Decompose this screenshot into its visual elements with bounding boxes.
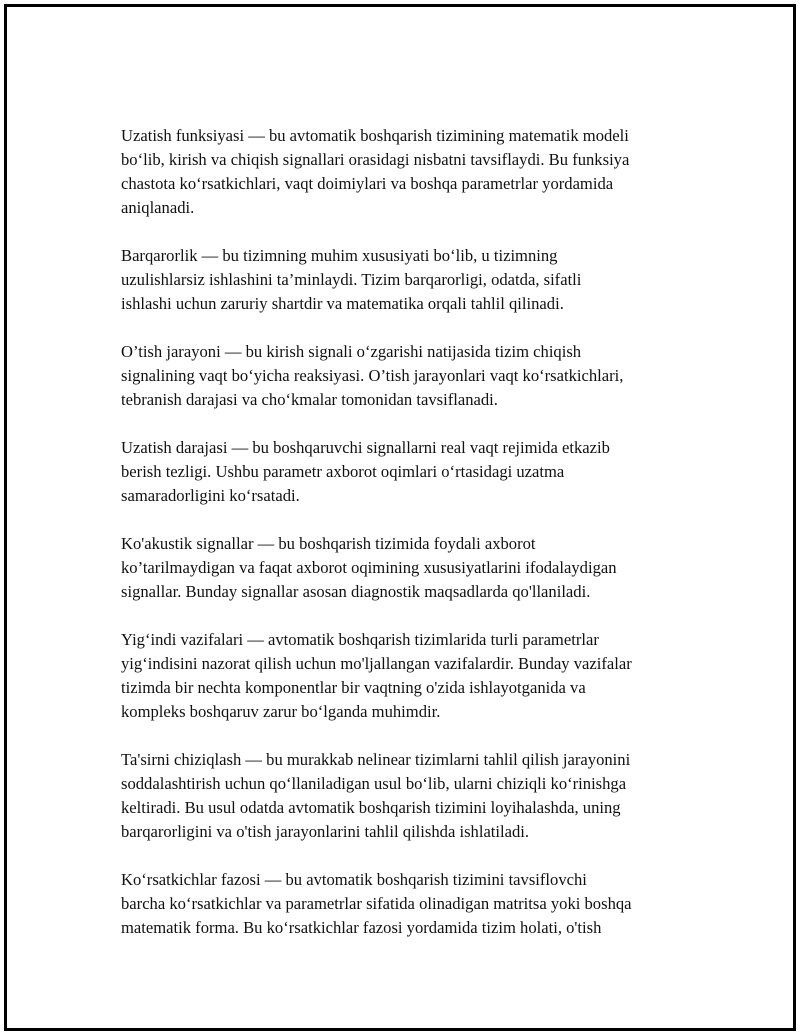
text-line: soddalashtirish uchun qo‘llaniladigan usul bo‘lib, ularni chiziqli ko‘rinishga	[121, 774, 627, 793]
page-frame	[4, 4, 796, 1031]
text-line: ishlashi uchun zaruriy shartdir va matematika orqali tahlil qilinadi.	[121, 294, 564, 313]
text-line: yig‘indisini nazorat qilish uchun mo'ljallangan vazifalardir. Bunday vazifalar	[121, 654, 632, 673]
text-line: barqarorligini va o'tish jarayonlarini tahlil qilishda ishlatiladi.	[121, 822, 530, 841]
text-line: Uzatish funksiyasi — bu avtomatik boshqarish tizimining matematik modeli	[121, 126, 629, 145]
text-line: ko’tarilmaydigan va faqat axborot oqimining xususiyatlarini ifodalaydigan	[121, 558, 617, 577]
paragraph-koakustik-signallar	[121, 532, 711, 604]
paragraph-uzatish-funksiyasi	[121, 124, 711, 220]
text-line: keltiradi. Bu usul odatda avtomatik boshqarish tizimini loyihalashda, uning	[121, 798, 621, 817]
text-line: signallar. Bunday signallar asosan diagnostik maqsadlarda qo'llaniladi.	[121, 582, 591, 601]
text-line: kompleks boshqaruv zarur bo‘lganda muhimdir.	[121, 702, 441, 721]
text-line: aniqlanadi.	[121, 198, 195, 217]
paragraph-barqarorlik	[121, 244, 711, 316]
paragraph-tasirni-chiziqlash	[121, 748, 711, 844]
paragraph-yigindi-vazifalari	[121, 628, 711, 724]
text-line: Yig‘indi vazifalari — avtomatik boshqarish tizimlarida turli parametrlar	[121, 630, 599, 649]
text-line: Ko‘rsatkichlar fazosi — bu avtomatik boshqarish tizimini tavsiflovchi	[121, 870, 587, 889]
paragraph-korsatkichlar-fazosi	[121, 868, 711, 940]
text-line: bo‘lib, kirish va chiqish signallari orasidagi nisbatni tavsiflaydi. Bu funksiya	[121, 150, 630, 169]
text-line: barcha ko‘rsatkichlar va parametrlar sifatida olinadigan matritsa yoki boshqa	[121, 894, 632, 913]
text-line: berish tezligi. Ushbu parametr axborot oqimlari o‘rtasidagi uzatma	[121, 462, 565, 481]
text-line: Ta'sirni chiziqlash — bu murakkab nelinear tizimlarni tahlil qilish jarayonini	[121, 750, 631, 769]
text-line: Ko'akustik signallar — bu boshqarish tizimida foydali axborot	[121, 534, 536, 553]
paragraph-otish-jarayoni	[121, 340, 711, 412]
text-line: Barqarorlik — bu tizimning muhim xususiyati bo‘lib, u tizimning	[121, 246, 558, 265]
text-line: samaradorligini ko‘rsatadi.	[121, 486, 300, 505]
text-line: uzulishlarsiz ishlashini ta’minlaydi. Tizim barqarorligi, odatda, sifatli	[121, 270, 582, 289]
text-line: matematik forma. Bu ko‘rsatkichlar fazosi yordamida tizim holati, o'tish	[121, 918, 602, 937]
text-line: tizimda bir nechta komponentlar bir vaqtning o'zida ishlayotganida va	[121, 678, 586, 697]
paragraph-uzatish-darajasi	[121, 436, 711, 508]
document-body	[121, 124, 711, 964]
text-line: tebranish darajasi va cho‘kmalar tomonidan tavsiflanadi.	[121, 390, 498, 409]
text-line: Uzatish darajasi — bu boshqaruvchi signallarni real vaqt rejimida etkazib	[121, 438, 610, 457]
text-line: O’tish jarayoni — bu kirish signali o‘zgarishi natijasida tizim chiqish	[121, 342, 582, 361]
text-line: chastota ko‘rsatkichlari, vaqt doimiylari va boshqa parametrlar yordamida	[121, 174, 614, 193]
text-line: signalining vaqt bo‘yicha reaksiyasi. O’tish jarayonlari vaqt ko‘rsatkichlari,	[121, 366, 624, 385]
